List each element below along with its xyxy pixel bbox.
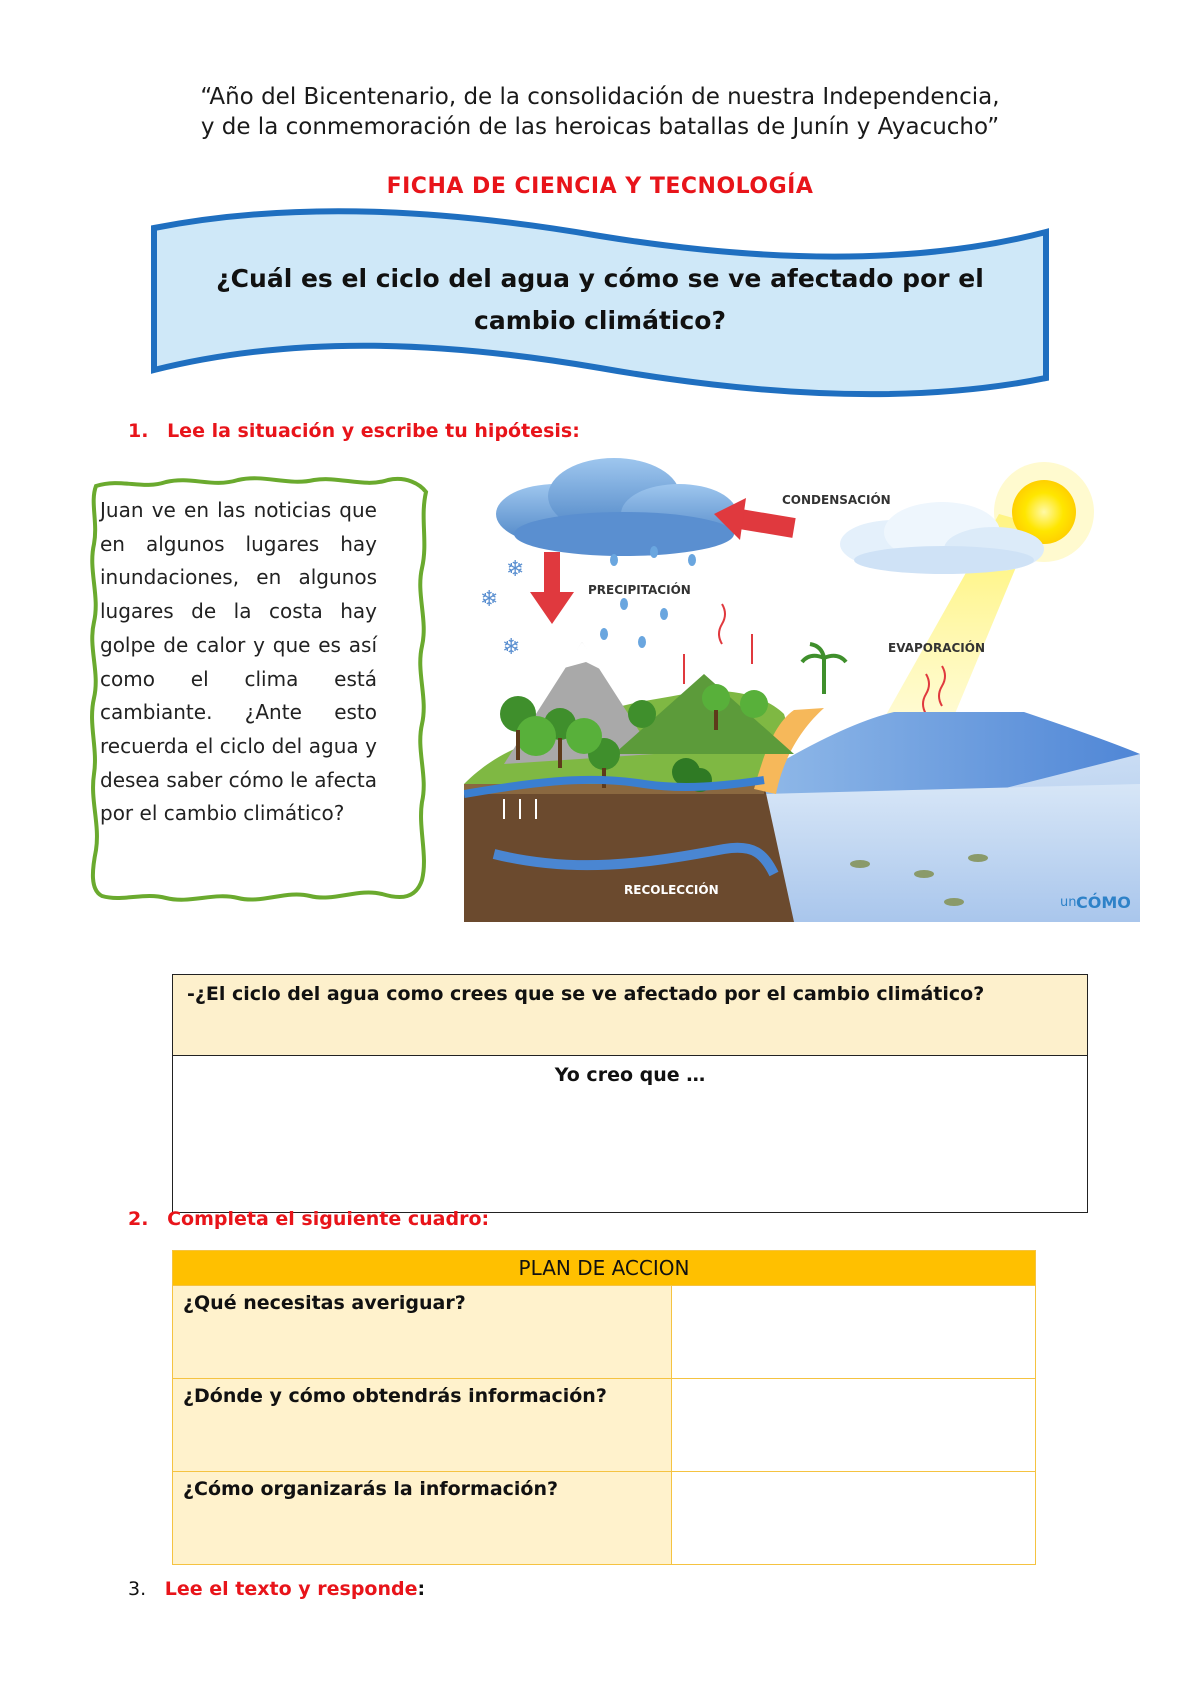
section-2-heading (128, 1208, 489, 1230)
svg-text:❄: ❄ (506, 557, 525, 582)
motto (100, 82, 1100, 142)
banner-question (195, 258, 1005, 342)
action-plan-header: PLAN DE ACCION (173, 1251, 1036, 1286)
section-3-number: 3. (128, 1578, 147, 1600)
section-3-colon: : (417, 1578, 426, 1600)
svg-text:un: un (1060, 895, 1077, 910)
svg-text:❄: ❄ (480, 587, 499, 612)
precipitation-arrow-icon (530, 552, 574, 624)
section-2-title: Completa el siguiente cuadro: (167, 1208, 490, 1230)
svg-text:CÓMO: CÓMO (1076, 893, 1131, 912)
label-evaporation: EVAPORACIÓN (888, 641, 985, 655)
page-title: FICHA DE CIENCIA Y TECNOLOGÍA (386, 174, 814, 199)
water-cycle-diagram (464, 454, 1140, 922)
hypothesis-table (172, 974, 1088, 1213)
hypothesis-question: -¿El ciclo del agua como crees que se ve afectado por el cambio climático? (173, 975, 1088, 1056)
section-1-number: 1. (128, 420, 149, 442)
raindrops-icon (600, 546, 696, 648)
motto-line-1: “Año del Bicentenario, de la consolidación de nuestra Independencia, (200, 84, 1000, 110)
banner-question-line-1: ¿Cuál es el ciclo del agua y cómo se ve afectado por el (216, 264, 984, 293)
action-plan-answer-2[interactable] (672, 1379, 1036, 1472)
section-1-heading (128, 420, 580, 442)
hypothesis-prompt: Yo creo que … (554, 1064, 706, 1086)
section-3-title: Lee el texto y responde (164, 1578, 418, 1600)
motto-line-2: y de la conmemoración de las heroicas batallas de Junín y Ayacucho” (200, 114, 1000, 140)
label-precipitation: PRECIPITACIÓN (588, 583, 691, 597)
rain-cloud-icon (496, 458, 737, 556)
palm-tree-icon (802, 644, 846, 694)
section-2-number: 2. (128, 1208, 149, 1230)
action-plan-question-1: ¿Qué necesitas averiguar? (173, 1286, 672, 1379)
section-1-title: Lee la situación y escribe tu hipótesis: (167, 420, 580, 442)
uncomo-logo (1060, 893, 1131, 912)
action-plan-question-2: ¿Dónde y cómo obtendrás información? (173, 1379, 672, 1472)
action-plan-answer-1[interactable] (672, 1286, 1036, 1379)
action-plan-question-3: ¿Cómo organizarás la información? (173, 1472, 672, 1565)
snowflake-icon (480, 557, 524, 660)
story-text: Juan ve en las noticias que en algunos lugares hay inundaciones, en algunos lugares de la costa hay golpe de calor y que es así como el clima está cambiante. ¿Ante esto recuerda el ciclo del agua y desea saber cómo le afecta por el cambio climático? (100, 498, 377, 826)
hypothesis-answer-cell[interactable] (173, 1056, 1088, 1213)
action-plan-answer-3[interactable] (672, 1472, 1036, 1565)
label-collection: RECOLECCIÓN (624, 883, 719, 897)
label-condensation: CONDENSACIÓN (782, 493, 891, 507)
action-plan-table (172, 1250, 1036, 1565)
section-3-heading (128, 1578, 425, 1600)
banner-question-line-2: cambio climático? (474, 306, 726, 335)
svg-text:❄: ❄ (502, 635, 521, 660)
